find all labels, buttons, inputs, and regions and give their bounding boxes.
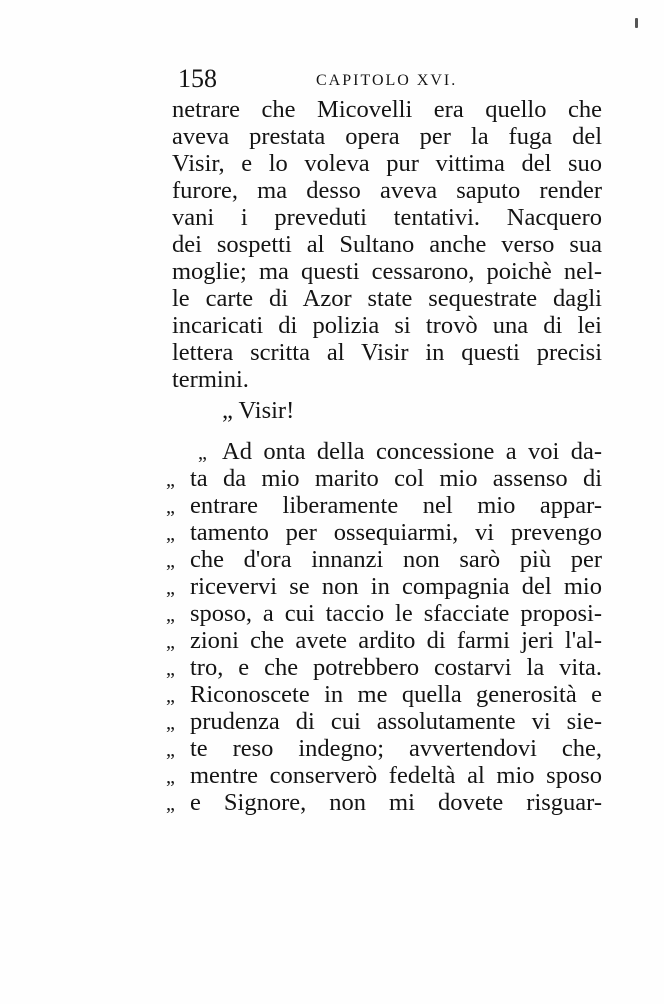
letter-line xyxy=(166,681,602,708)
body-line: aveva prestata opera per la fuga del xyxy=(172,123,602,150)
letter-line xyxy=(166,465,602,492)
letter-line xyxy=(166,708,602,735)
page-header xyxy=(170,64,600,94)
body-line: incaricati di polizia si trovò una di lei xyxy=(172,312,602,339)
body-line: furore, ma desso aveva saputo render xyxy=(172,177,602,204)
letter-line xyxy=(166,546,602,573)
letter-line xyxy=(166,762,602,789)
letter-line xyxy=(166,627,602,654)
letter-line xyxy=(166,438,602,465)
letter-line-text: zioni che avete ardito di farmi jeri l'al- xyxy=(190,627,602,654)
body-line: vani i preveduti tentativi. Nacquero xyxy=(172,204,602,231)
letter-line-text: Ad onta della concessione a voi da- xyxy=(222,438,602,465)
letter-body xyxy=(166,438,602,816)
quote-mark: „ xyxy=(166,577,175,599)
letter-line xyxy=(166,654,602,681)
quote-mark: „ xyxy=(166,631,175,653)
letter-line-text: ta da mio marito col mio assenso di xyxy=(190,465,602,492)
page-number: 158 xyxy=(178,64,217,93)
letter-line xyxy=(166,789,602,816)
letter-line xyxy=(166,600,602,627)
body-line: termini. xyxy=(172,366,249,393)
letter-line xyxy=(166,573,602,600)
letter-line xyxy=(166,735,602,762)
letter-line-text: te reso indegno; avvertendovi che, xyxy=(190,735,602,762)
body-line: Visir, e lo voleva pur vittima del suo xyxy=(172,150,602,177)
letter-line-text: mentre conserverò fedeltà al mio sposo xyxy=(190,762,602,789)
quote-mark: „ xyxy=(166,523,175,545)
quote-mark: „ xyxy=(166,766,175,788)
page-edge-mark xyxy=(635,18,638,28)
quote-mark: „ xyxy=(166,793,175,815)
letter-line-text: entrare liberamente nel mio appar- xyxy=(190,492,602,519)
letter-line xyxy=(166,492,602,519)
letter-line-text: prudenza di cui assolutamente vi sie- xyxy=(190,708,602,735)
body-line: netrare che Micovelli era quello che xyxy=(172,96,602,123)
body-line: moglie; ma questi cessarono, poichè nel- xyxy=(172,258,602,285)
letter-line-text: tro, e che potrebbero costarvi la vita. xyxy=(190,654,602,681)
letter-line-text: che d'ora innanzi non sarò più per xyxy=(190,546,602,573)
letter-line-text: tamento per ossequiarmi, vi prevengo xyxy=(190,519,602,546)
quote-mark: „ xyxy=(166,604,175,626)
body-line: lettera scritta al Visir in questi precisi xyxy=(172,339,602,366)
letter-line-text: e Signore, non mi dovete risguar- xyxy=(190,789,602,816)
letter-line xyxy=(166,519,602,546)
quote-mark: „ xyxy=(166,469,175,491)
letter-line-text: Riconoscete in me quella generosità e xyxy=(190,681,602,708)
running-head: CAPITOLO XVI. xyxy=(316,72,458,89)
quote-mark: „ xyxy=(166,685,175,707)
quote-mark: „ xyxy=(166,739,175,761)
quote-mark: „ xyxy=(166,550,175,572)
letter-line-text: ricevervi se non in compagnia del mio xyxy=(190,573,602,600)
quote-mark: „ xyxy=(198,442,207,464)
body-line: le carte di Azor state sequestrate dagli xyxy=(172,285,602,312)
body-paragraph xyxy=(172,96,602,393)
letter-line-text: sposo, a cui taccio le sfacciate proposi- xyxy=(190,600,602,627)
body-line: dei sospetti al Sultano anche verso sua xyxy=(172,231,602,258)
quote-mark: „ xyxy=(166,658,175,680)
quote-mark: „ xyxy=(166,712,175,734)
letter-salutation: „ Visir! xyxy=(222,397,295,424)
quote-mark: „ xyxy=(166,496,175,518)
